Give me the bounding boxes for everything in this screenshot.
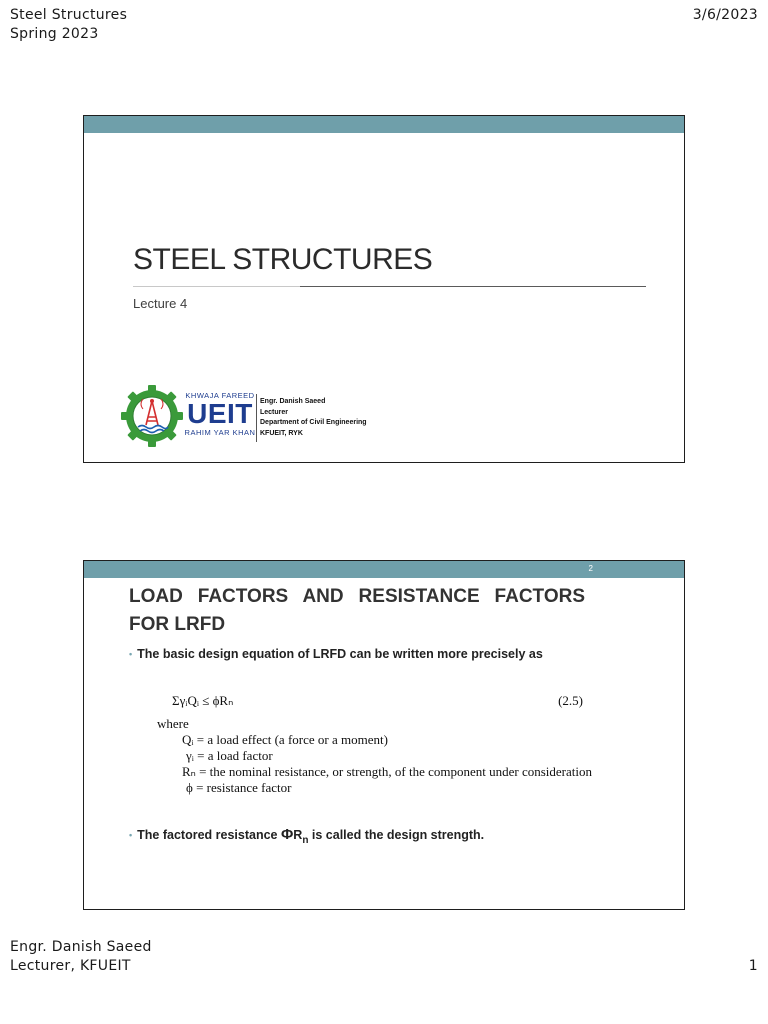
slide-top-bar: [84, 116, 684, 133]
bullet-text-suffix: is called the design strength.: [308, 828, 485, 842]
bullet-icon: •: [129, 649, 133, 659]
wordmark-top: KHWAJA FAREED: [185, 391, 255, 400]
university-wordmark: [184, 391, 256, 437]
page-header-left: [10, 6, 127, 44]
title-rule-light: [133, 286, 300, 287]
equation-number: (2.5): [558, 693, 583, 708]
phi-symbol: Φ: [280, 826, 294, 843]
equation-definition: Rₙ = the nominal resistance, or strength, of the component under consideration: [182, 764, 592, 779]
logo-divider: [256, 394, 257, 442]
equation-definition: γᵢ = a load factor: [186, 748, 273, 763]
slide-title: STEEL STRUCTURES: [133, 243, 433, 276]
equation-definition: Qᵢ = a load effect (a force or a moment): [182, 732, 388, 747]
title-rule-dark: [300, 286, 646, 287]
equation-definition: ϕ = resistance factor: [186, 780, 292, 795]
equation-where: where: [157, 716, 189, 731]
footer-role: Lecturer, KFUEIT: [10, 958, 131, 974]
author-role: Lecturer: [260, 408, 289, 416]
wordmark-bottom: RAHIM YAR KHAN: [184, 428, 256, 437]
slide-2: [83, 560, 685, 910]
wordmark-main: UEIT: [187, 398, 253, 429]
author-institute: KFUEIT, RYK: [260, 429, 303, 437]
slide-top-bar: [84, 561, 684, 578]
slide-subtitle: Lecture 4: [133, 296, 188, 311]
page-footer-left: [10, 938, 152, 976]
university-gear-logo-icon: [121, 385, 183, 447]
resistance-subscript: n: [302, 835, 309, 846]
page-number: 1: [748, 958, 758, 974]
author-department: Department of Civil Engineering: [260, 419, 367, 426]
bullet-text-prefix: The factored resistance: [137, 828, 281, 842]
slide-1: [83, 115, 685, 463]
header-date: 3/6/2023: [692, 7, 758, 23]
resistance-symbol: R: [293, 828, 303, 842]
equation-main: ΣγᵢQᵢ ≤ ϕRₙ: [172, 693, 234, 708]
course-name: Steel Structures: [10, 7, 128, 23]
bullet-icon: •: [129, 830, 133, 840]
term: Spring 2023: [10, 26, 99, 42]
bullet-text: The basic design equation of LRFD can be written more precisely as: [137, 647, 543, 661]
author-block: [260, 397, 367, 439]
author-name: Engr. Danish Saeed: [260, 398, 326, 405]
footer-author: Engr. Danish Saeed: [10, 939, 152, 955]
slide-title: LOAD FACTORS AND RESISTANCE FACTORS FOR LRFD: [129, 586, 585, 635]
slide-number: 2: [588, 564, 593, 573]
bullet-design-strength: [129, 826, 485, 846]
bullet-design-equation: [129, 647, 543, 661]
equation-figure: [157, 689, 592, 799]
